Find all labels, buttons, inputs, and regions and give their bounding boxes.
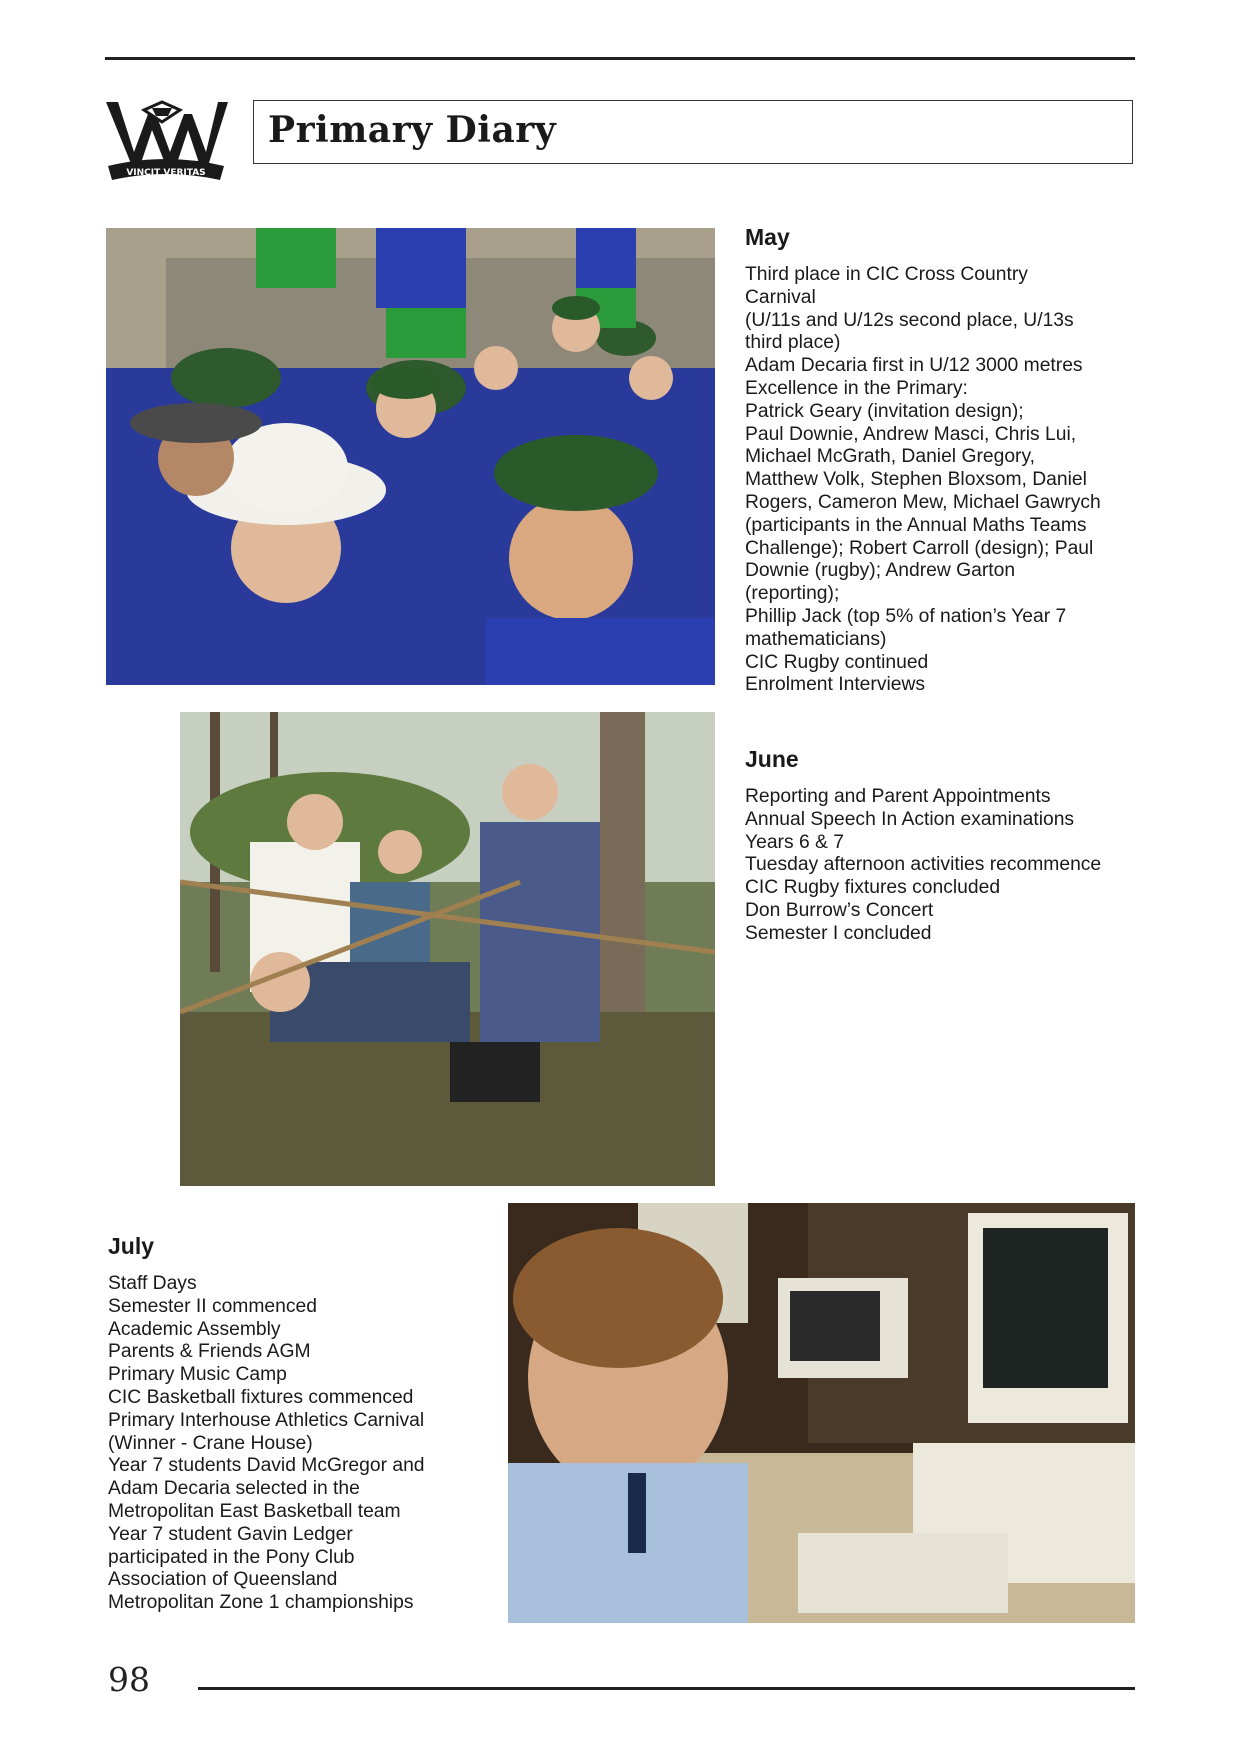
text-line: CIC Rugby continued <box>745 651 929 673</box>
text-line: (participants in the Annual Maths Teams <box>745 514 1087 536</box>
text-line: Academic Assembly <box>108 1318 281 1340</box>
text-line: CIC Basketball fixtures commenced <box>108 1386 414 1408</box>
section-lines-june <box>745 786 1135 946</box>
top-rule <box>105 57 1135 60</box>
text-line: Years 6 & 7 <box>745 831 844 853</box>
text-line: third place) <box>745 332 841 354</box>
text-line: participated in the Pony Club <box>108 1546 355 1568</box>
photo-bush-activity <box>180 712 715 1186</box>
text-line: Primary Music Camp <box>108 1364 287 1386</box>
section-may <box>745 224 1135 697</box>
text-line: Primary Interhouse Athletics Carnival <box>108 1409 425 1431</box>
bottom-rule <box>198 1687 1135 1690</box>
text-line: Semester I concluded <box>745 922 932 944</box>
section-heading-july: July <box>108 1233 155 1259</box>
section-lines-july <box>108 1273 488 1615</box>
text-line: Staff Days <box>108 1273 197 1294</box>
title-box <box>253 100 1133 164</box>
text-line: Tuesday afternoon activities recommence <box>745 854 1102 876</box>
crest-motto: VINCIT VERITAS <box>126 168 206 178</box>
photo-computer-student <box>508 1203 1135 1623</box>
photo-students-group <box>106 228 715 685</box>
text-line: Parents & Friends AGM <box>108 1341 311 1363</box>
text-line: Metropolitan Zone 1 championships <box>108 1592 414 1614</box>
text-line: Metropolitan East Basketball team <box>108 1500 401 1522</box>
text-line: Carnival <box>745 286 816 308</box>
text-line: mathematicians) <box>745 628 887 650</box>
section-heading-may: May <box>745 224 790 250</box>
text-line: Patrick Geary (invitation design); <box>745 400 1024 422</box>
text-line: (reporting); <box>745 583 840 605</box>
section-heading-june: June <box>745 746 799 772</box>
text-line: Paul Downie, Andrew Masci, Chris Lui, <box>745 423 1077 445</box>
text-line: Downie (rugby); Andrew Garton <box>745 560 1016 582</box>
text-line: Annual Speech In Action examinations <box>745 808 1075 830</box>
section-june <box>745 746 1135 946</box>
text-line: Third place in CIC Cross Country <box>745 264 1028 285</box>
text-line: Rogers, Cameron Mew, Michael Gawrych <box>745 491 1101 513</box>
text-line: Excellence in the Primary: <box>745 377 968 399</box>
text-line: Reporting and Parent Appointments <box>745 786 1051 807</box>
text-line: Challenge); Robert Carroll (design); Paul <box>745 537 1094 559</box>
page-title: Primary Diary <box>268 109 557 151</box>
school-crest-logo <box>104 96 228 192</box>
text-line: Matthew Volk, Stephen Bloxsom, Daniel <box>745 469 1087 491</box>
text-line: Adam Decaria selected in the <box>108 1478 360 1500</box>
text-line: (U/11s and U/12s second place, U/13s <box>745 309 1074 331</box>
text-line: CIC Rugby fixtures concluded <box>745 877 1001 899</box>
text-line: Phillip Jack (top 5% of nation’s Year 7 <box>745 605 1067 627</box>
section-lines-may <box>745 264 1135 697</box>
page-number: 98 <box>108 1660 150 1699</box>
text-line: Year 7 student Gavin Ledger <box>108 1523 353 1545</box>
text-line: Adam Decaria first in U/12 3000 metres <box>745 355 1083 377</box>
text-line: (Winner - Crane House) <box>108 1432 313 1454</box>
text-line: Don Burrow’s Concert <box>745 899 934 921</box>
section-july <box>108 1233 488 1615</box>
text-line: Enrolment Interviews <box>745 674 926 696</box>
text-line: Semester II commenced <box>108 1295 317 1317</box>
text-line: Michael McGrath, Daniel Gregory, <box>745 446 1036 468</box>
text-line: Year 7 students David McGregor and <box>108 1455 425 1477</box>
text-line: Association of Queensland <box>108 1569 338 1591</box>
